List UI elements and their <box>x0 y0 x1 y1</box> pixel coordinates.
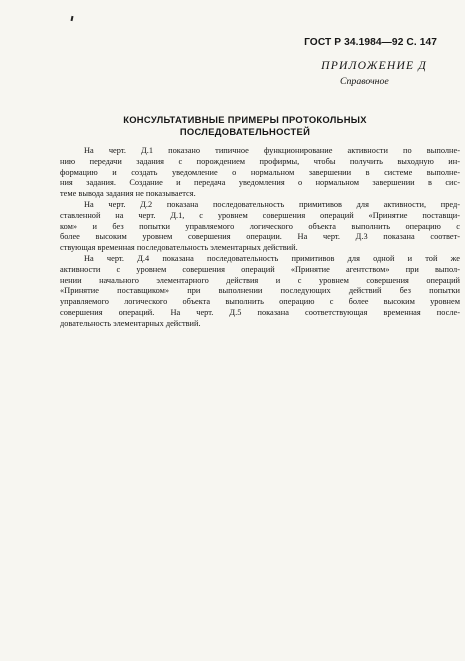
standard-reference: ГОСТ Р 34.1984—92 С. 147 <box>304 37 437 48</box>
paragraph-1 <box>60 146 460 200</box>
text-line: На черт. Д.1 показано типичное функционирование активности по выполне- <box>84 146 460 155</box>
paragraph-2 <box>60 200 460 254</box>
text-line: совершения операций. На черт. Д.5 показана соответствующая временная после- <box>60 307 460 317</box>
appendix-subtitle: Справочное <box>340 76 389 87</box>
text-line: нию передачи задания с порождением профирмы, чтобы получить выходную ин- <box>60 156 460 166</box>
scan-speck <box>71 16 74 21</box>
text-line: На черт. Д.4 показана последовательность примитивов для одной и той же <box>84 253 460 263</box>
text-line: нении начального элементарного действия и с уровнем совершения операций <box>60 275 460 285</box>
text-line: «Принятие поставщиком» при выполнении последующих действий без попытки <box>60 286 460 296</box>
text-line: На черт. Д.2 показана последовательность примитивов для активности, пред- <box>84 199 460 209</box>
section-title-line: КОНСУЛЬТАТИВНЫЕ ПРИМЕРЫ ПРОТОКОЛЬНЫХ <box>123 114 367 125</box>
text-line: ствующая временная последовательность элементарных действий. <box>60 243 298 253</box>
section-title <box>100 114 390 138</box>
text-line: формацию и создать уведомление о нормальном завершении в системе выполне- <box>60 167 460 177</box>
text-line: довательность элементарных действий. <box>60 318 201 328</box>
text-line: ком» и без попытки управляемого логического объекта выполнить операцию с <box>60 221 460 231</box>
text-line: ставленной на черт. Д.1, с уровнем совершения операций «Принятие поставщи- <box>60 210 460 220</box>
text-line: активности с уровнем совершения операций «Принятие агентством» при выпол- <box>60 264 460 274</box>
text-line: теме вывода задания не показывается. <box>60 189 196 199</box>
text-line: более высоким уровнем совершения операции. На черт. Д.3 показана соответ- <box>60 232 460 242</box>
appendix-title: ПРИЛОЖЕНИЕ Д <box>321 59 427 72</box>
paragraph-3 <box>60 254 460 330</box>
text-line: управляемого логического объекта выполнить операцию с более высоким уровнем <box>60 297 460 307</box>
body-text <box>60 146 460 330</box>
text-line: ния задания. Создание и передача уведомления о нормальном завершении в сис- <box>60 178 460 188</box>
section-title-line: ПОСЛЕДОВАТЕЛЬНОСТЕЙ <box>179 126 311 137</box>
